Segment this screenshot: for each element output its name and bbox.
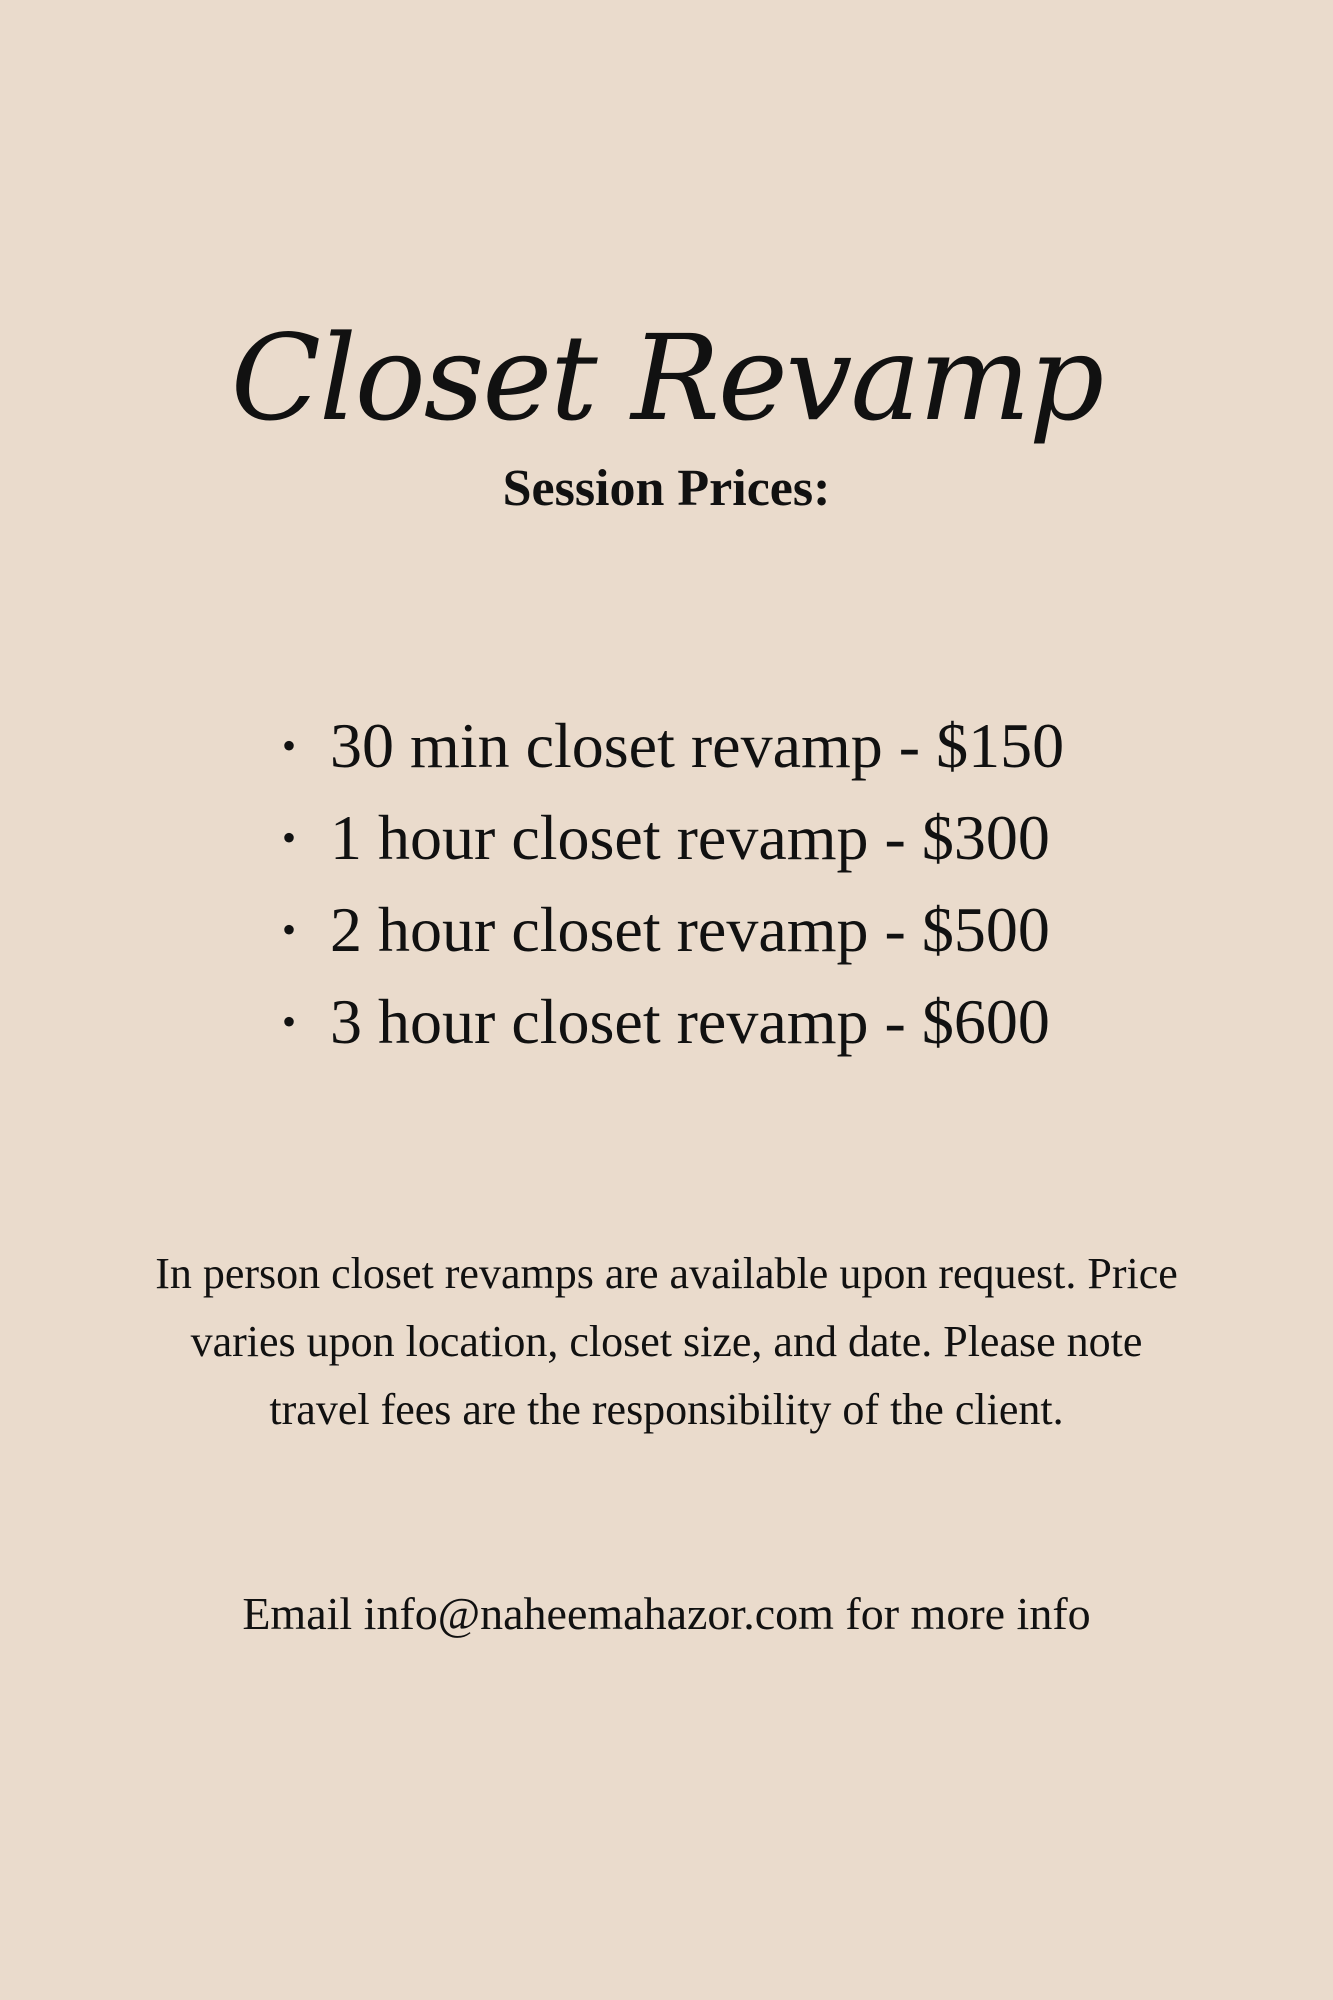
price-item-label: 1 hour closet revamp - $300 — [330, 802, 1050, 873]
price-item-30-min — [270, 700, 1170, 792]
price-list — [270, 700, 1170, 1068]
contact-email-line: Email info@naheemahazor.com for more info — [242, 1588, 1091, 1639]
in-person-info-paragraph: In person closet revamps are available upon request. Price varies upon location, closet size, and date. Please note travel fees are the responsibility of the client. — [155, 1249, 1178, 1434]
price-item-label: 3 hour closet revamp - $600 — [330, 986, 1050, 1057]
price-item-1-hour — [270, 792, 1170, 884]
bullet-icon: • — [282, 999, 297, 1044]
bullet-icon: • — [282, 815, 297, 860]
price-item-2-hour — [270, 884, 1170, 976]
page-title: Closet Revamp — [230, 309, 1103, 448]
session-prices-heading: Session Prices: — [502, 460, 831, 517]
price-item-3-hour — [270, 976, 1170, 1068]
bullet-icon: • — [282, 723, 297, 768]
price-item-label: 30 min closet revamp - $150 — [330, 710, 1065, 781]
price-item-label: 2 hour closet revamp - $500 — [330, 894, 1050, 965]
bullet-icon: • — [282, 907, 297, 952]
